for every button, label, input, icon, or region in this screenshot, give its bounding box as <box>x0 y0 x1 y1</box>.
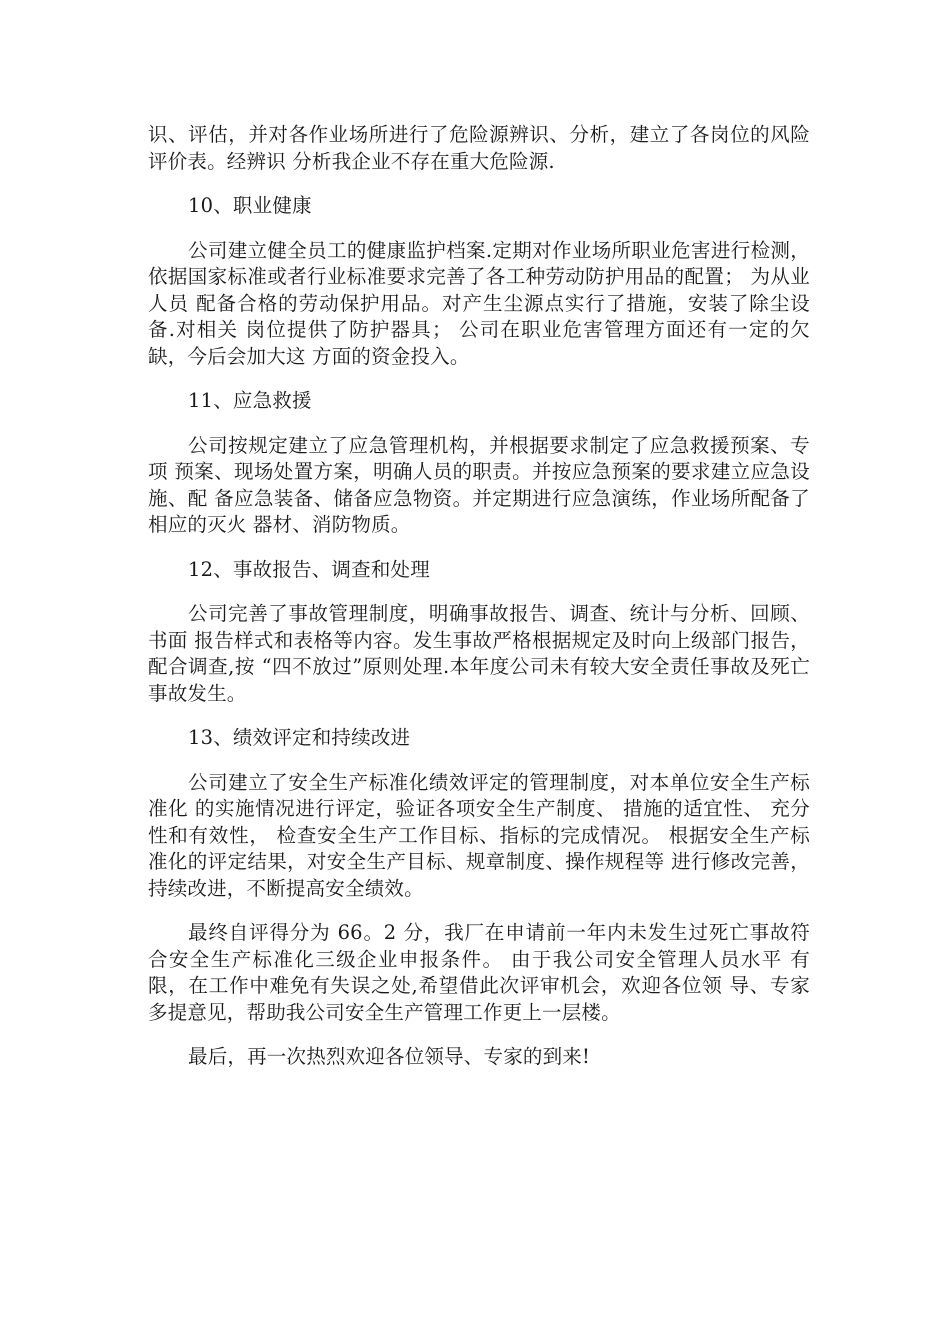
section-13-body: 公司建立了安全生产标准化绩效评定的管理制度，对本单位安全生产标准化 的实施情况进行评定，验证各项安全生产制度、 措施的适宜性、 充分性和有效性， 检查安全生产工作目标、指标的完成情况。 根据安全生产标准化的评定结果，对安全生产目标、规章制度、操作规程等 进行修改完善，持续改进，不断提高安全绩效。 <box>148 770 810 900</box>
section-10-body: 公司建立健全员工的健康监护档案.定期对作业场所职业危害进行检测， 依据国家标准或者行业标准要求完善了各工种劳动防护用品的配置； 为从业人员 配备合格的劳动保护用品。对产生尘源点实行了措施，安装了除尘设备.对相关 岗位提供了防护器具； 公司在职业危害管理方面还有一定的欠缺，今后会加大这 方面的资金投入。 <box>148 238 810 368</box>
section-10-heading: 10、职业健康 <box>188 194 312 217</box>
section-11-body: 公司按规定建立了应急管理机构，并根据要求制定了应急救援预案、专项 预案、现场处置方案，明确人员的职责。并按应急预案的要求建立应急设施、配 备应急装备、储备应急物资。并定期进行应急演练，作业场所配备了相应的灭火 器材、消防物质。 <box>148 433 810 536</box>
closing-paragraph: 最后，再一次热烈欢迎各位领导、专家的到来! <box>188 1045 591 1068</box>
section-13-heading: 13、绩效评定和持续改进 <box>188 726 411 749</box>
self-evaluation-paragraph: 最终自评得分为 66。2 分，我厂在申请前一年内未发生过死亡事故符 合安全生产标准化三级企业申报条件。 由于我公司安全管理人员水平 有限，在工作中难免有失误之处,希望借此次评审机会，欢迎各位领 导、专家多提意见，帮助我公司安全生产管理工作更上一层楼。 <box>148 921 810 1024</box>
intro-continuation-paragraph: 识、评估，并对各作业场所进行了危险源辨识、分析，建立了各岗位的风险评价表。经辨识 分析我企业不存在重大危险源. <box>148 123 810 173</box>
section-11-heading: 11、应急救援 <box>188 389 312 412</box>
section-12-body: 公司完善了事故管理制度，明确事故报告、调查、统计与分析、回顾、书面 报告样式和表格等内容。发生事故严格根据规定及时向上级部门报告， 配合调查,按 “四不放过”原则处理.本年度公司未有较大安全责任事故及死亡事故发生。 <box>148 602 810 705</box>
section-12-heading: 12、事故报告、调查和处理 <box>188 557 430 581</box>
